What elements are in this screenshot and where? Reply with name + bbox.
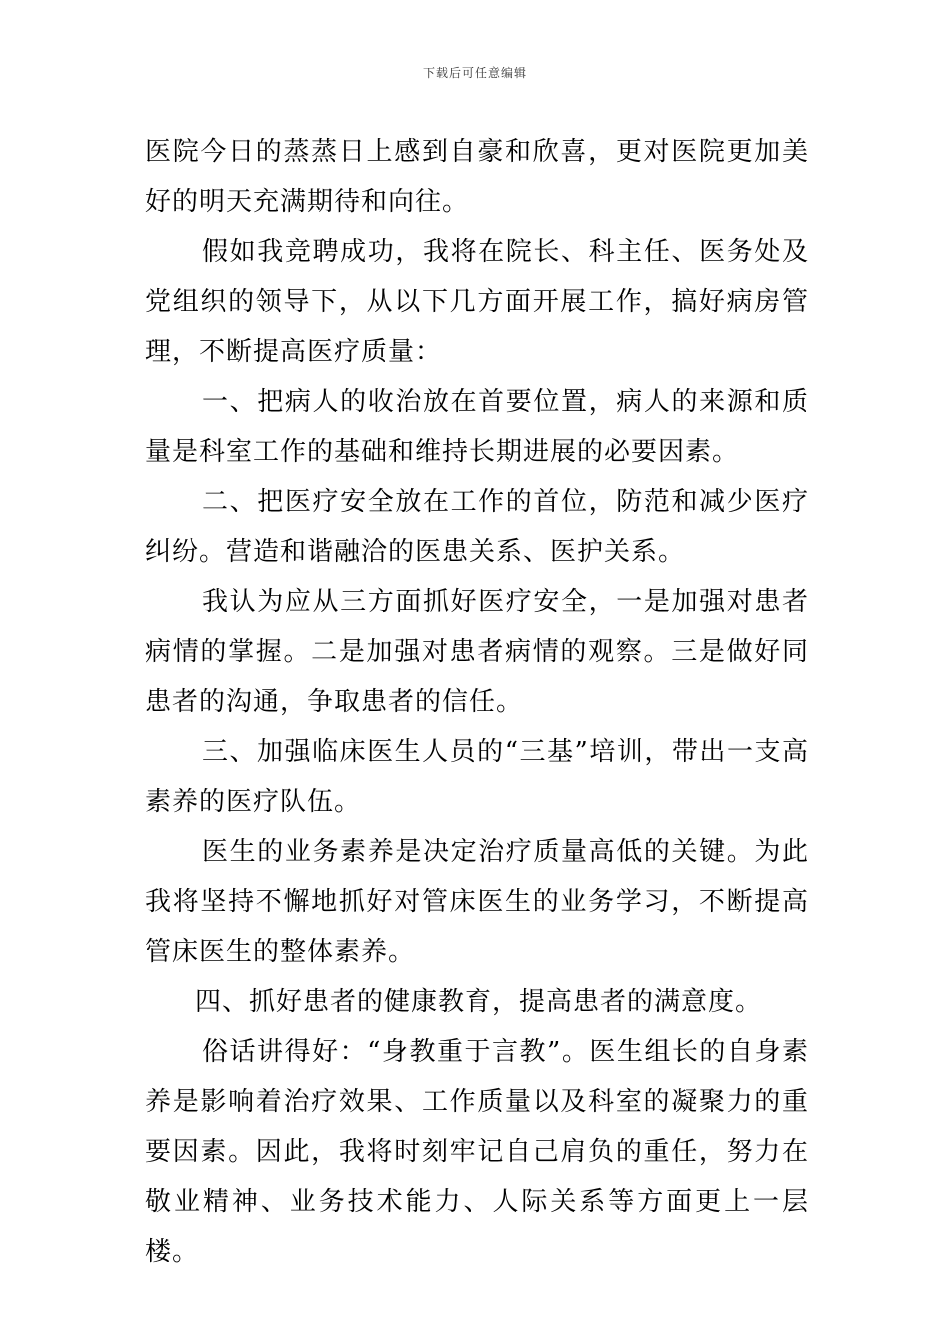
paragraph-point-2: 二、把医疗安全放在工作的首位，防范和减少医疗纠纷。营造和谐融洽的医患关系、医护关系。 <box>145 487 809 567</box>
document-body <box>145 127 809 1277</box>
paragraph-continuation: 医院今日的蒸蒸日上感到自豪和欣喜，更对医院更加美好的明天充满期待和向往。 <box>145 137 809 217</box>
header-note: 下载后可任意编辑 <box>422 66 527 80</box>
paragraph-conclusion: 俗话讲得好：“身教重于言教”。医生组长的自身素养是影响着治疗效果、工作质量以及科室的凝聚力的重要因素。因此，我将时刻牢记自己肩负的重任，努力在敬业精神、业务技术能力、人际关系等方面更上一层楼。 <box>145 1037 809 1267</box>
paragraph-point-4: 四、抓好患者的健康教育，提高患者的满意度。 <box>195 987 763 1017</box>
paragraph-application: 假如我竞聘成功，我将在院长、科主任、医务处及党组织的领导下，从以下几方面开展工作，搞好病房管理，不断提高医疗质量： <box>145 237 809 367</box>
paragraph-safety: 我认为应从三方面抓好医疗安全，一是加强对患者病情的掌握。二是加强对患者病情的观察。三是做好同患者的沟通，争取患者的信任。 <box>145 587 809 717</box>
paragraph-point-1: 一、把病人的收治放在首要位置，病人的来源和质量是科室工作的基础和维持长期进展的必要因素。 <box>145 387 809 467</box>
paragraph-training: 医生的业务素养是决定治疗质量高低的关键。为此我将坚持不懈地抓好对管床医生的业务学习，不断提高管床医生的整体素养。 <box>145 837 809 967</box>
paragraph-point-3: 三、加强临床医生人员的“三基”培训，带出一支高素养的医疗队伍。 <box>145 737 809 817</box>
